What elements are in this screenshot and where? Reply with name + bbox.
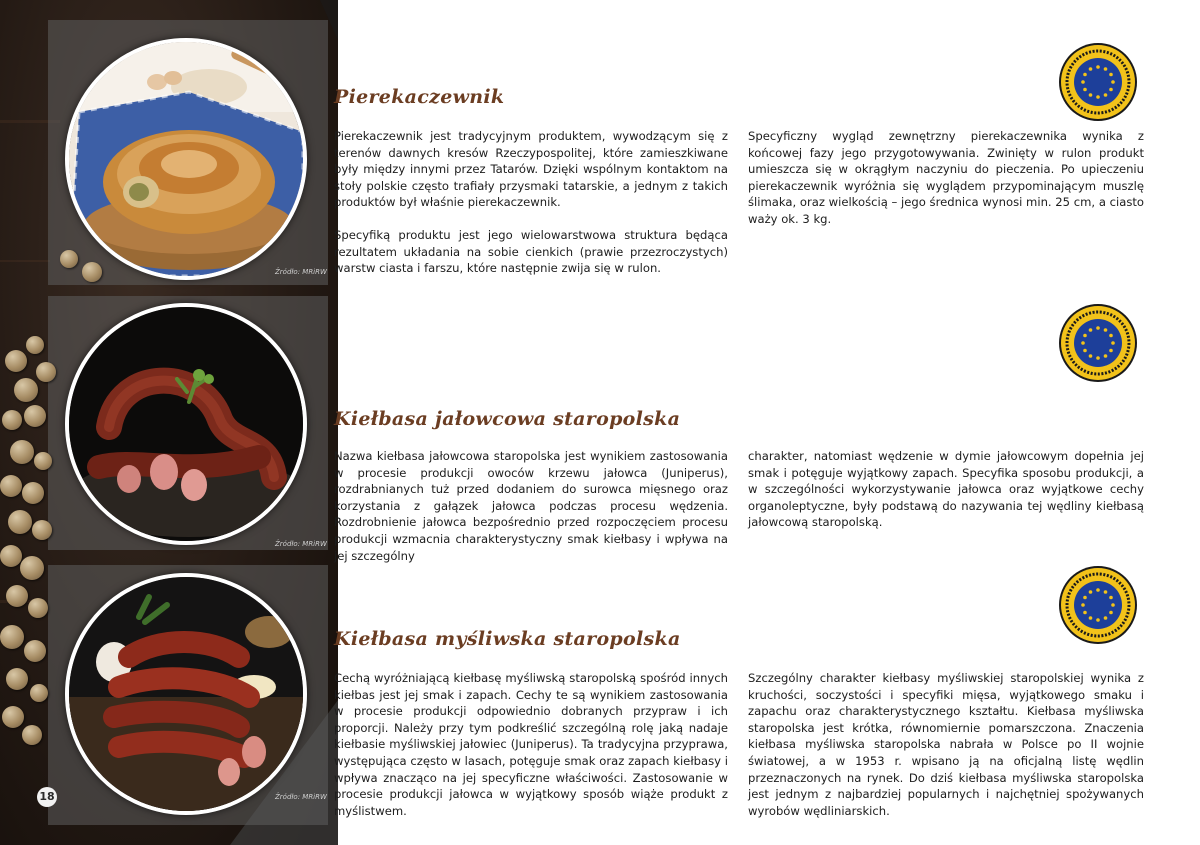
paragraph: Szczególny charakter kiełbasy myśliwskiej staropolskiej wynika z kruchości, soczystości i specyfiki mięsa, wyjątkowego smaku i zapachu oraz charakterystycznego kształtu. Kiełbasa myśliwska staropolska jest krótka, równomiernie pomarszczona. Znaczenia kiełbasa myśliwska staropolska nabrała w Polsce po II wojnie światowej, a w 1953 r. wpisano ją na oficjalną listę wędlin przeznaczonych na rynek. Do dziś kiełbasa myśliwska staropolska jest jednym z najbardziej popularnych i najchętniej spożywanych wyrobów wędliniarskich. (748, 671, 1144, 818)
section-title-kielbasa-mysliwska: Kiełbasa myśliwska staropolska (334, 628, 681, 650)
peppercorn (20, 556, 44, 580)
paragraph: charakter, natomiast wędzenie w dymie jałowcowym dopełnia jej smak i potęguje wyjątkowy zapach. Specyfika sposobu produkcji, a w szczególności wykorzystywanie jałowca oraz wyjątkowe cechy organoleptyczne, były podstawą do nazywania tej wędliny kiełbasą jałowcową staropolską. (748, 449, 1144, 530)
peppercorn (6, 668, 28, 690)
peppercorn (82, 262, 102, 282)
peppercorn (28, 598, 48, 618)
peppercorn (36, 362, 56, 382)
eu-tsg-seal-icon (1058, 42, 1138, 122)
peppercorn (2, 706, 24, 728)
section-text-right (748, 448, 1144, 547)
section-title-kielbasa-jalowcowa: Kiełbasa jałowcowa staropolska (334, 408, 681, 430)
peppercorn (60, 250, 78, 268)
peppercorn (22, 482, 44, 504)
peppercorn (0, 545, 22, 567)
kielbasa-mysliwska-photo (65, 573, 307, 815)
pierekaczewnik-photo (65, 38, 307, 280)
section-text-left (334, 128, 728, 293)
section-title-pierekaczewnik: Pierekaczewnik (334, 86, 505, 108)
eu-tsg-seal-icon (1058, 303, 1138, 383)
peppercorn (8, 510, 32, 534)
section-text-right (748, 670, 1144, 835)
peppercorn (2, 410, 22, 430)
peppercorn (0, 475, 22, 497)
peppercorn (6, 585, 28, 607)
peppercorn (14, 378, 38, 402)
section-text-left (334, 670, 728, 835)
photo-credit: Źródło: MRiRW (275, 540, 327, 548)
peppercorn (5, 350, 27, 372)
peppercorn (30, 684, 48, 702)
photo-credit: Źródło: MRiRW (275, 268, 327, 276)
peppercorn (0, 625, 24, 649)
peppercorn (26, 336, 44, 354)
peppercorn (22, 725, 42, 745)
peppercorn (24, 640, 46, 662)
kielbasa-jalowcowa-photo (65, 303, 307, 545)
paragraph: Nazwa kiełbasa jałowcowa staropolska jest wynikiem zastosowania w procesie produkcji owoców krzewu jałowca (Juniperus), rozdrabnianych tuż przed dodaniem do surowca mięsnego oraz korzystania z gałązek jałowca podczas procesu wędzenia. Rozdrobnienie jałowca bezpośrednio przed rozpoczęciem procesu produkcji wzmacnia charakterystyczny smak kiełbasy i wpływa na jej szczególny (334, 449, 728, 563)
paragraph: Specyfiką produktu jest jego wielowarstwowa struktura będąca rezultatem układania na sobie cienkich (prawie przezroczystych) warstw ciasta i farszu, które następnie zwija się w rulon. (334, 227, 728, 276)
peppercorn (34, 452, 52, 470)
photo-credit: Źródło: MRiRW (275, 793, 327, 801)
paragraph: Pierekaczewnik jest tradycyjnym produktem, wywodzącym się z terenów dawnych kresów Rzeczypospolitej, które zamieszkiwane były między innymi przez Tatarów. Dzięki wspólnym kontaktom na stoły polskie często trafiały przysmaki tatarskie, a jednym z takich produktów był właśnie pierekaczewnik. (334, 129, 728, 210)
section-text-right (748, 128, 1144, 244)
paragraph: Specyficzny wygląd zewnętrzny pierekaczewnika wynika z końcowej fazy jego przygotowywania. Zwinięty w rulon produkt umieszcza się w okrągłym naczyniu do pieczenia. Po upieczeniu pierekaczewnik wyróżnia się wyglądem przypominającym muszlę ślimaka, oraz wielkością – jego średnica wynosi min. 25 cm, a ciasto waży ok. 3 kg. (748, 129, 1144, 226)
left-photo-panel (0, 0, 338, 845)
section-text-left (334, 448, 728, 580)
peppercorn (24, 405, 46, 427)
eu-tsg-seal-icon (1058, 565, 1138, 645)
peppercorn (32, 520, 52, 540)
page-number: 18 (37, 787, 57, 807)
paragraph: Cechą wyróżniającą kiełbasę myśliwską staropolską spośród innych kiełbas jest jej smak i zapach. Cechy te są wynikiem zastosowania w procesie produkcji odpowiednio dobranych przypraw i ich proporcji. Należy przy tym podkreślić szczególną rolę jaką nadaje kiełbasie myśliwskiej jałowiec (Juniperus). Ta tradycyjna przyprawa, występująca często w lasach, potęguje smak oraz zapach kiełbasy i wpływa znacząco na jej specyficzne właściwości. Zastosowanie w procesie produkcji jałowca w wyjątkowy sposób wiąże produkt z myślistwem. (334, 671, 728, 818)
peppercorn (10, 440, 34, 464)
